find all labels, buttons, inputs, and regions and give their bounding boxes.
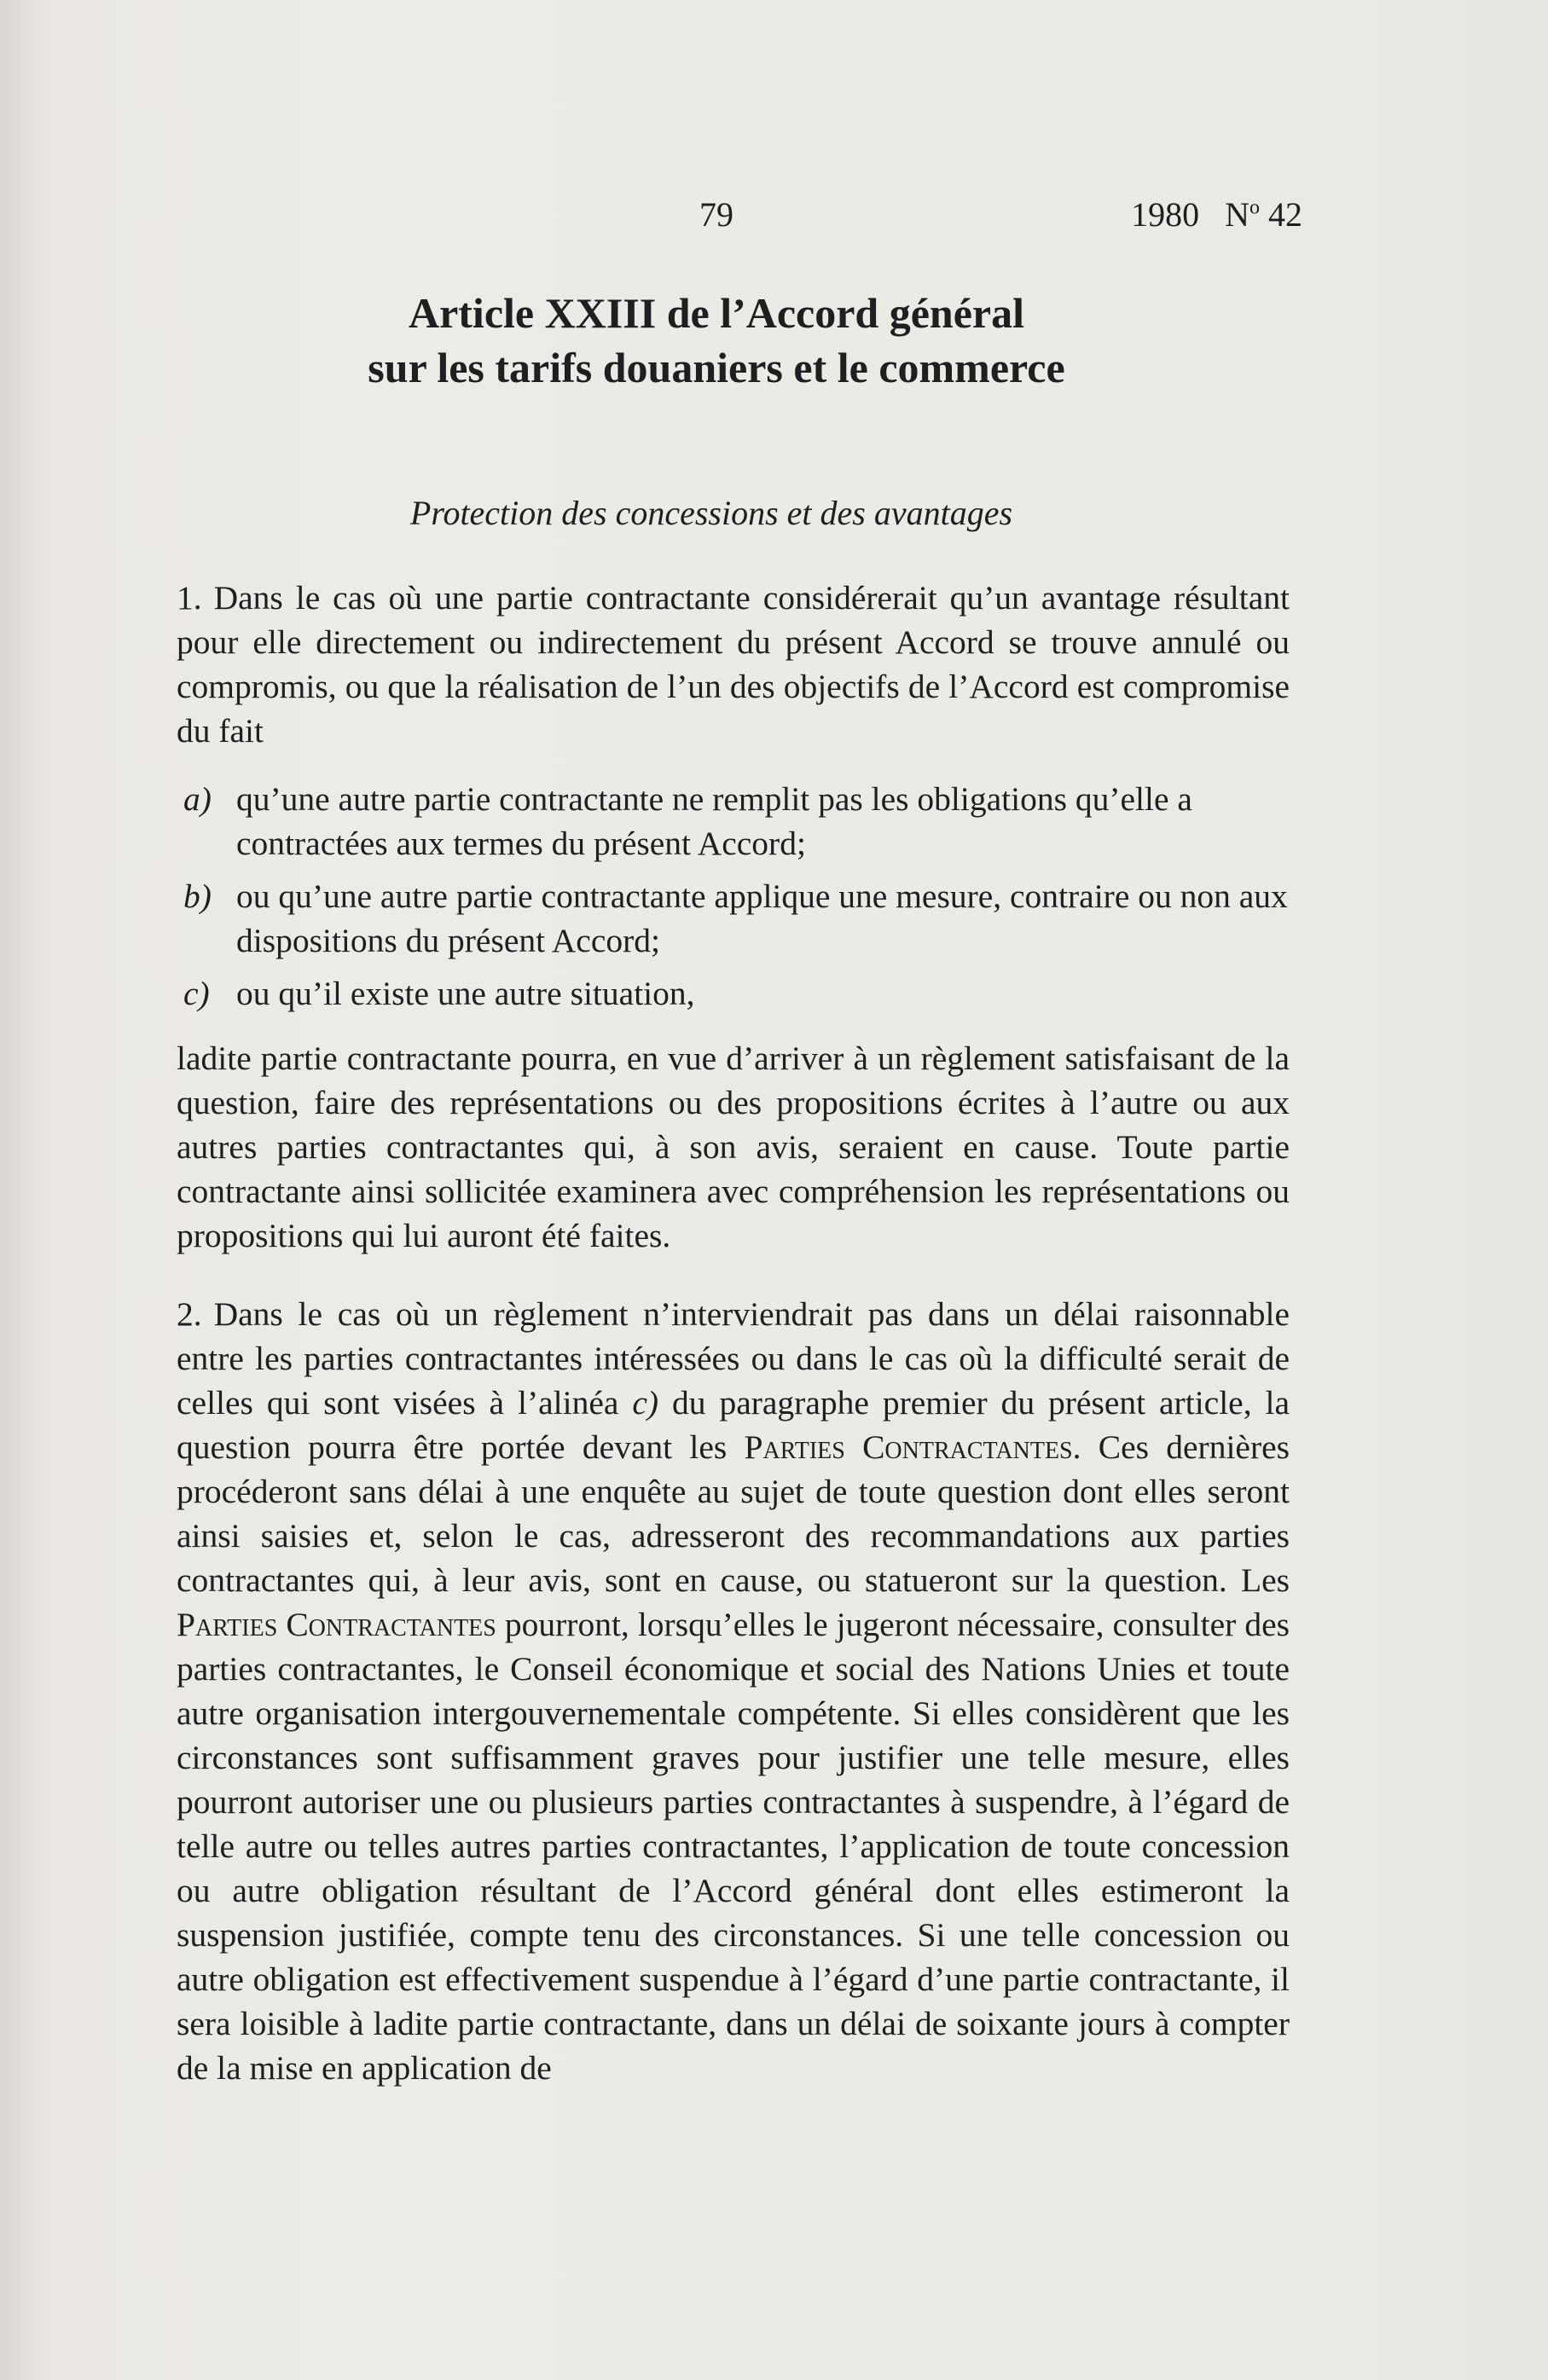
number-label: N (1225, 195, 1249, 234)
paragraph-2-text-d: pourront, lorsqu’elles le jugeront nécessaire, consulter des parties contractantes, le Conseil économique et social des Nations Unies et toute autre organisation intergouvernementale compétente. Si elles considèrent que les circonstances sont suffisamment graves pour justifier une telle mesure, elles pourront autoriser une ou plusieurs parties contractantes à suspendre, à l’égard de telle autre ou telles autres parties contractantes, l’application de toute concession ou autre obligation résultant de l’Accord général dont elles estimeront la suspension justifiée, compte tenu des circonstances. Si une telle concession ou autre obligation est effectivement suspendue à l’égard d’une partie contractante, il sera loisible à ladite partie contractante, dans un délai de soixante jours à compter de la mise en application de (177, 1606, 1290, 2087)
contracting-parties-term: Parties Contractantes (177, 1606, 496, 1643)
paragraph-2-text-a: Dans le cas où un règlement n’interviendrait pas dans un délai raisonnable entre les parties contractantes intéressées ou dans le cas où la difficulté serait de celles qui sont visées à l’alinéa (177, 1295, 1290, 1422)
running-head (0, 194, 1548, 246)
list-item-label: b) (183, 877, 212, 915)
list-item-c (177, 971, 1290, 1016)
paragraph-1 (177, 576, 1290, 753)
article-title (0, 286, 1433, 395)
article-title-line-2: sur les tarifs douaniers et le commerce (368, 344, 1065, 391)
paragraph-1-continuation: ladite partie contractante pourra, en vue d’arriver à un règlement satisfaisant de la question, faire des représentations ou des propositions écrites à l’autre ou aux autres parties contractantes qui, à son avis, seraient en cause. Toute partie contractante ainsi sollicitée examinera avec compréhension les représentations ou propositions qui lui auront été faites. (177, 1039, 1290, 1254)
contracting-parties-term: Parties Contractantes (744, 1428, 1073, 1466)
list-item-text: qu’une autre partie contractante ne remplit pas les obligations qu’elle a contractées aux termes du présent Accord; (236, 780, 1192, 862)
paragraph-2-text-b: du paragraphe premier du présent article, la question pourra être portée devant les (177, 1384, 1290, 1466)
article-title-line-1: Article XXIII de l’Accord général (408, 289, 1025, 337)
paragraph-reference-c: c) (632, 1384, 659, 1422)
paragraph-2 (177, 1292, 1290, 2090)
paragraph-2-text-c: . Ces dernières procéderont sans délai à une enquête au sujet de toute question dont elles seront ainsi saisies et, selon le cas, adresseront des recommandations aux parties contractantes qui, à leur avis, sont en cause, ou statueront sur la question. Les (177, 1428, 1290, 1599)
document-year: 1980 (1131, 195, 1200, 234)
list-item-text: ou qu’il existe une autre situation, (236, 975, 695, 1012)
paragraph-1-number: 1. (177, 579, 202, 617)
paragraph-2-number: 2. (177, 1295, 202, 1333)
number-label-superscript: o (1249, 196, 1260, 219)
section-subtitle: Protection des concessions et des avantages (409, 494, 1013, 532)
list-item-a (177, 777, 1290, 866)
page-number: 79 (699, 195, 733, 234)
paragraph-1-items (177, 777, 1290, 1016)
list-item-label: a) (183, 780, 212, 818)
paragraph-1-text: Dans le cas où une partie contractante considérerait qu’un avantage résultant pour elle directement ou indirectement du présent Accord se trouve annulé ou compromis, ou que la réalisation de l’un des objectifs de l’Accord est compromise du fait (177, 579, 1290, 750)
document-number (1131, 194, 1302, 235)
list-item-b (177, 874, 1290, 963)
list-item-text: ou qu’une autre partie contractante applique une mesure, contraire ou non aux dispositions du présent Accord; (236, 877, 1288, 959)
list-item-label: c) (183, 975, 210, 1012)
number-value: 42 (1268, 195, 1302, 234)
article-body (177, 576, 1290, 2090)
